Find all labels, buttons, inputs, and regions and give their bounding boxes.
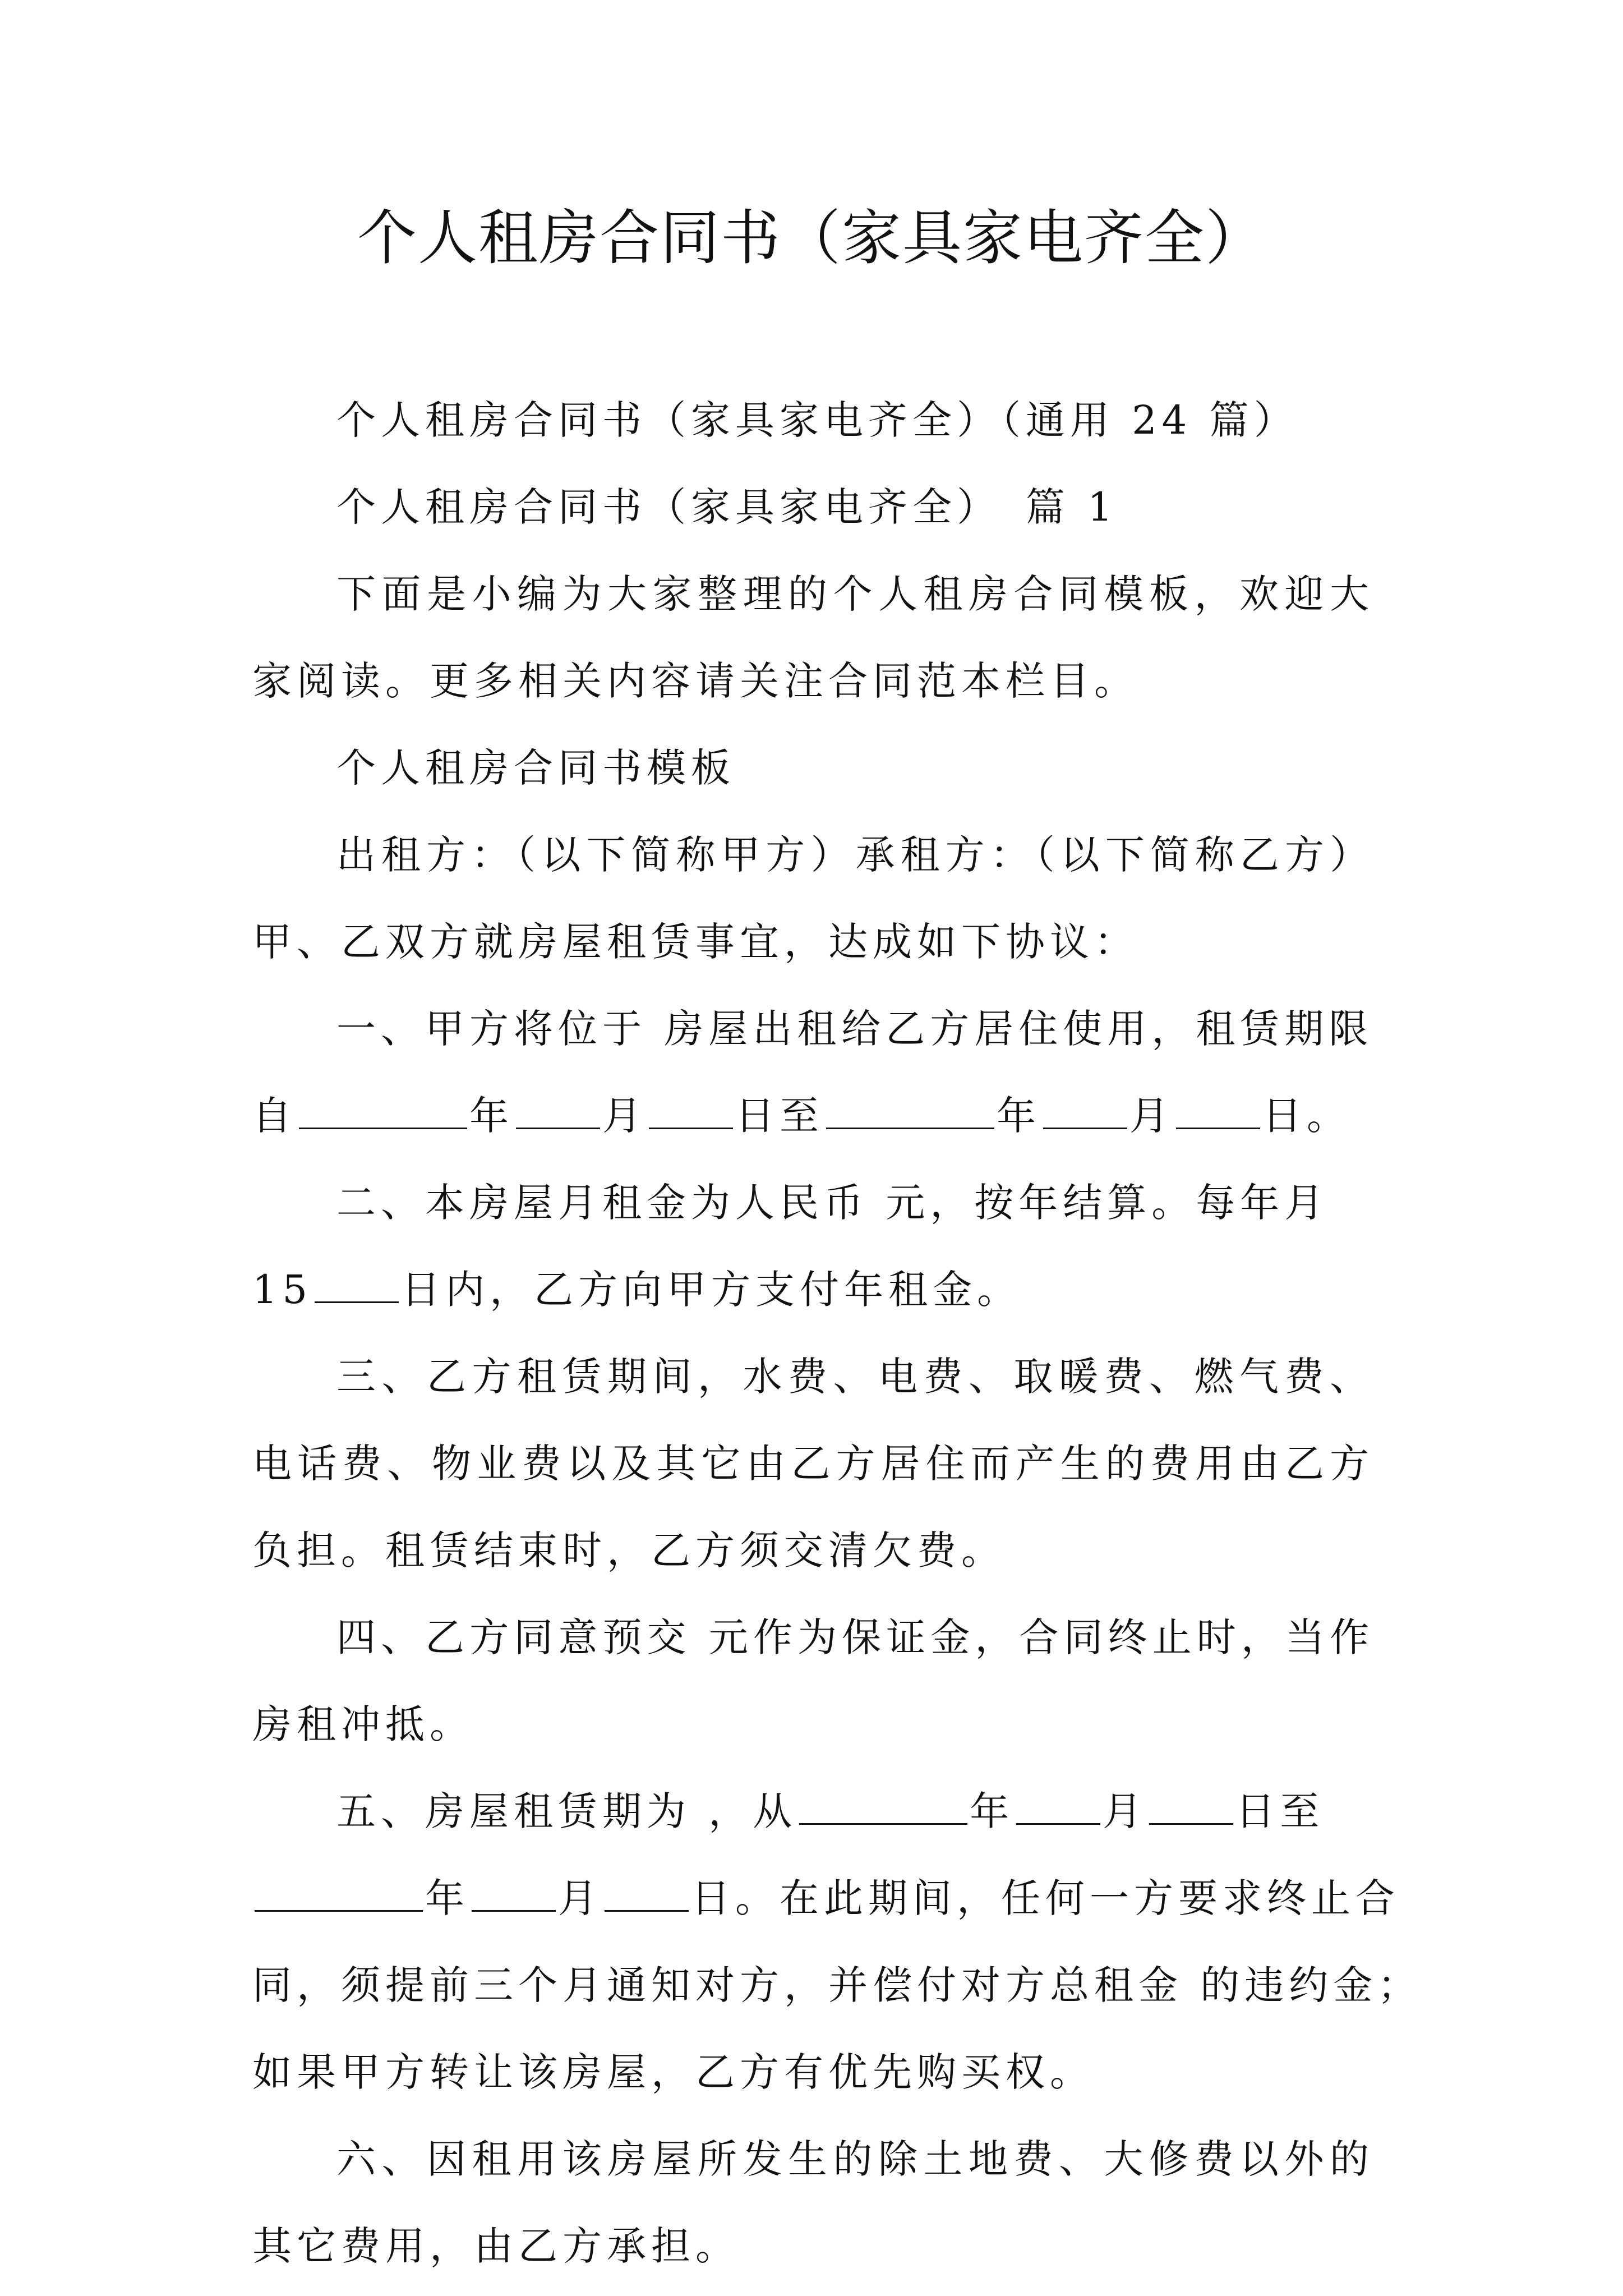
clause-5-line-3: 同，须提前三个月通知对方，并偿付对方总租金 的违约金； bbox=[252, 1962, 1422, 2008]
clause-2-line-2 bbox=[252, 1246, 1374, 1333]
clause-text: 月 bbox=[1129, 1093, 1174, 1139]
blank-line bbox=[1176, 1088, 1260, 1129]
clause-1 bbox=[252, 986, 1374, 1159]
document-body bbox=[252, 377, 1422, 2290]
blank-line bbox=[649, 1088, 733, 1129]
clause-3: 三、乙方租赁期间，水费、电费、取暖费、燃气费、电话费、物业费以及其它由乙方居住而产生的费用由乙方负担。租赁结束时，乙方须交清欠费。 bbox=[252, 1354, 1374, 1573]
blank-line bbox=[799, 1784, 967, 1825]
clause-text: 年 bbox=[425, 1875, 469, 1921]
clause-text: 日。 bbox=[1262, 1093, 1351, 1139]
clause-text: 15 bbox=[252, 1267, 313, 1313]
paragraph-subtitle: 个人租房合同书（家具家电齐全）（通用 24 篇） bbox=[336, 397, 1298, 443]
clause-text: 自 bbox=[252, 1093, 297, 1139]
clause-5 bbox=[252, 1768, 1422, 2116]
clause-text: 日。在此期间，任何一方要求终止合 bbox=[691, 1875, 1400, 1921]
clause-5-line-1 bbox=[252, 1768, 1374, 1855]
clause-4: 四、乙方同意预交 元作为保证金，合同终止时，当作房租冲抵。 bbox=[252, 1614, 1374, 1747]
blank-line bbox=[1149, 1784, 1233, 1825]
clause-5-line-2 bbox=[252, 1855, 1400, 1942]
paragraph-intro: 下面是小编为大家整理的个人租房合同模板，欢迎大家阅读。更多相关内容请关注合同范本栏目。 bbox=[252, 571, 1374, 704]
clause-1-line-1: 一、甲方将位于 房屋出租给乙方居住使用，租赁期限 bbox=[336, 1006, 1373, 1052]
blank-line bbox=[472, 1871, 556, 1912]
clause-text: 日内，乙方向甲方支付年租金。 bbox=[401, 1267, 1022, 1313]
clause-6: 六、因租用该房屋所发生的除土地费、大修费以外的其它费用，由乙方承担。 bbox=[252, 2136, 1374, 2269]
blank-line bbox=[1043, 1088, 1127, 1129]
paragraph-section-heading: 个人租房合同书（家具家电齐全） 篇 1 bbox=[336, 484, 1118, 530]
blank-line bbox=[605, 1871, 689, 1912]
clause-text: 月 bbox=[602, 1093, 647, 1139]
blank-line bbox=[299, 1088, 467, 1129]
blank-line bbox=[255, 1871, 423, 1912]
clause-text: 月 bbox=[558, 1875, 602, 1921]
clause-2 bbox=[252, 1159, 1374, 1333]
clause-text: 年 bbox=[997, 1093, 1041, 1139]
blank-line bbox=[826, 1088, 994, 1129]
clause-text: 日至 bbox=[735, 1093, 824, 1139]
paragraph-parties: 出租方：（以下简称甲方）承租方：（以下简称乙方）甲、乙双方就房屋租赁事宜，达成如下协议： bbox=[252, 832, 1374, 965]
blank-line bbox=[1016, 1784, 1100, 1825]
blank-line bbox=[516, 1088, 600, 1129]
page-title: 个人租房合同书（家具家电齐全） bbox=[357, 204, 1266, 273]
clause-2-line-1: 二、本房屋月租金为人民币 元，按年结算。每年月 bbox=[336, 1180, 1329, 1226]
clause-text: 月 bbox=[1103, 1788, 1147, 1834]
clause-1-line-2 bbox=[252, 1073, 1374, 1159]
paragraph-template-title: 个人租房合同书模板 bbox=[336, 745, 735, 791]
clause-text: 年 bbox=[970, 1788, 1015, 1834]
blank-line bbox=[315, 1262, 399, 1303]
clause-5-line-4: 如果甲方转让该房屋，乙方有优先购买权。 bbox=[252, 2049, 1094, 2095]
clause-text: 五、房屋租赁期为 ，从 bbox=[336, 1788, 797, 1834]
clause-text: 日至 bbox=[1235, 1788, 1325, 1834]
clause-text: 年 bbox=[469, 1093, 514, 1139]
